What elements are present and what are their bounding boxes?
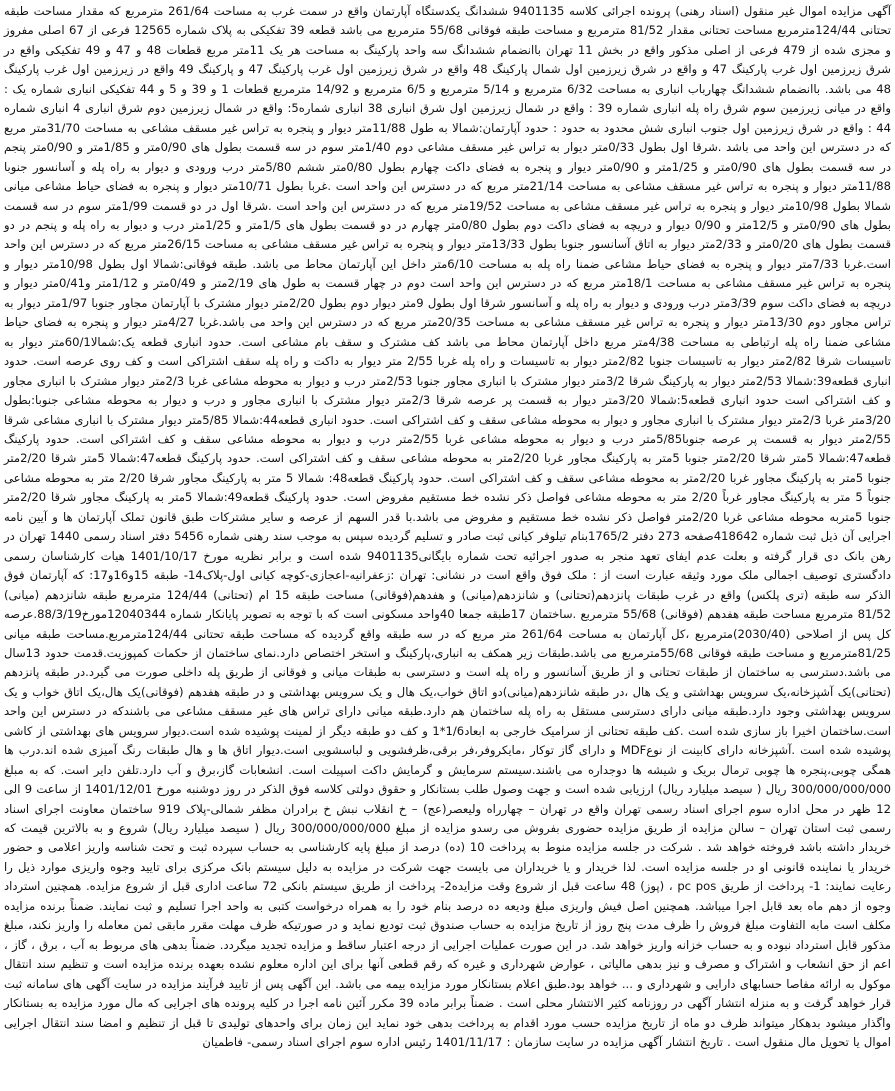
- auction-notice-body: آگهی مزایده اموال غیر منقول (اسناد رهنی) پرونده اجرائی کلاسه 9401135 ششدانگ یکدستگاه آپارتمان واقع در سمت غرب به مساحت 261/64 مترمربع که مقدار مساحت طبقه تحتانی 124/44مترمربع مساحت تحتانی مقدار 81/52 مترمربع و مساحت طبقه فوقانی 55/68 مترمربع می باشد قطعه 39 تفکیکی به پلاک شماره 12565 فرعی از 67 اصلی مفروز و مجزی شده از 479 فرعی از اصلی مذکور واقع در بخش 11 تهران باانضمام ششدانگ سه واحد پارکینگ به مساحت هر یک 11متر مربع قطعات 48 و 47 و 49 تفکیکی واقع در شرق زیرزمین اول غرب پارکینگ 47 و واقع در شرق زیرزمین اول شمال پارکینگ 48 واقع در شرق زیرزمین اول غرب پارکینگ 47 و پارکینگ 49 واقع در زیرزمین اول غرب پارکینگ 48 می باشد. باانضمام ششدانگ چهارباب انباری به مساحت 6/32 مترمربع و 5/14 مترمربع و 6/5 مترمربع و 14/92 مترمربع قطعات 1 و 39 و 5 و 44 تفکیکی انباری شماره یک : واقع در میانی زیرزمین سوم شرق راه پله انباری شماره 39 : واقع در شمال زیرزمین اول شرق انباری 38 انباری شماره5: واقع در شمال زیرزمین دوم شرق انباری 4 انباری شماره 44 : واقع در شرق زیرزمین اول جنوب انباری شش محدود به حدود : حدود آپارتمان:شمالا به طول 11/88متر دیوار و پنجره به تراس غیر مسقف مشاعی به مساحت 31/70متر مربع که در دسترس این واحد می باشد .شرقا اول بطول 0/33متر دیوار به تراس غیر مسقف مشاعی دوم 1/40متر سوم در سه قسمت بطول های 0/90متر و 1/85متر و 0/90متر پنجم در سه قسمت بطول های 0/90متر و 1/25متر و 0/90متر دیوار و پنجره به فضای داکت چهارم بطول 0/80متر ششم 5/80متر درب ورودی و دیوار به راه پله و آسانسور جنوبا 11/88متر دیوار و پنجره به تراس غیر مسقف مشاعی به مساحت 21/14متر مربع که در دسترس این واحد است .غربا بطول 10/71متر دیوار و پنجره به فضای حیاط مشاعی میانی شمالا بطول 10/98متر دیوار و پنجره به تراس غیر مسقف مشاعی به مساحت 19/52متر مربع که در دسترس این واحد است .شرقا اول در دو قسمت 1/99متر سوم در سه قسمت بطول های 0/90متر و 12/5متر و 0/90 دیوار و دریچه به فضای داکت دوم بطول 0/80متر چهارم در دو قسمت بطول های 1/5متر و 1/25متر درب و دیوار به راه پله و پنجم در دو قسمت بطول های 0/20متر و 2/33متر دیوار به اتاق آسانسور جنوبا بطول 13/33متر دیوار و پنجره به تراس غیر مسقف مشاعی به مساحت 26/15متر مربع که در دسترس این واحد است.غربا 7/33متر دیوار و پنجره به فضای حیاط مشاعی ضمنا راه پله به مساحت 6/10متر داخل این آپارتمان محاط می باشد. طبقه فوقانی:شمالا اول بطول 10/98متر دیوار و پنجره به تراس غیر مسقف مشاعی به مساحت 18/1متر مربع که در دسترس این واحد است دوم در چهار قسمت به طول های 2/19متر و 0/49متر و 1/12متر و0/41متر دیوار و دریچه به فضای داکت سوم 3/39متر درب ورودی و دیوار به راه پله و آسانسور شرقا اول بطول 9متر دیوار دوم بطول 2/20متر دیوار مشترک با آپارتمان مجاور جنوبا 1/97متر دیوار به تراس مجاور دوم 13/30متر دیوار و پنجره به تراس غیر مسقف مشاعی به مساحت 20/35متر مربع که در دسترس این واحد می باشد.غربا 4/27متر دیوار و پنجره به فضای حیاط مشاعی ضمنا راه پله ارتباطی به مساحت 4/38متر مربع داخل آپارتمان محاط می باشد کف مشترک و سقف بام مشاعی است. حدود انباری قطعه یک:شمالا60/1متر دیوار به تاسیسات شرقا 2/82متر دیوار به تاسیسات جنوبا 2/82متر دیوار به تاسیسات و راه پله غربا 2/55 متر دیوار به داکت و راه پله سقف اشتراکی است و کف روی عرصه است. حدود انباری قطعه39:شمالا 2/53متر دیوار به پارکینگ شرقا 3/2متر دیوار مشترک با انباری مجاور جنوبا 2/53متر درب و دیوار به محوطه مشاعی غربا 2/3متر دیوار مشترک با انباری مجاور و کف اشتراکی است حدود انباری قطعه5:شمالا 3/20متر دیوار به قسمت پر عرصه شرقا 2/3متر دیوار مشترک با انباری مجاور و درب و دیوار به محوطه مشاعی جنوبا:بطول 3/20متر غربا 2/3متر دیوار مشترک با انباری مجاور و دیوار به محوطه مشاعی سقف و کف اشتراکی است. حدود انباری قطعه44:شمالا 5/85متر دیوار مشترک با انباری مشاعی شرقا 2/55متر دیوار به قسمت پر عرصه جنوبا5/85متر درب و دیوار به محوطه مشاعی غربا 2/55متر درب و دیوار به محوطه مشاعی سقف و کف اشتراکی است. حدود پارکینگ قطعه47:شمالا 5متر شرقا 2/20متر جنوبا 5متر به پارکینگ مجاور غربا 2/20متر به محوطه مشاعی سقف و کف اشتراکی است. حدود پارکینگ قطعه47:شمالا 5متر شرقا 2/20متر جنوبا 5متر به پارکینگ مجاور غربا 2/20متر به محوطه مشاعی سقف و کف اشتراکی است. حدود پارکینگ قطعه48: شمالا 5 متر به پارکینگ مجاور شرقا 2/20 متر به محوطه مشاعی جنوباً 5 متر به پارکینگ مجاور غرباً 2/20 متر به محوطه مشاعی فواصل ذکر نشده خط مستقیم مفروض است. حدود پارکینگ قطعه49:شمالا 5متر به پارکینگ مجاور شرقا 2/20متر جنوبا 5متربه محوطه مشاعی غربا 2/20متر فواصل ذکر نشده خط مستقیم و مفروض می باشد.با قدر السهم از عرصه و سایر مشترکات طبق قانون تملک آپارتمان ها و آیین نامه اجرایی آن ذیل ثبت شماره 418642صفحه 273 دفتر 1765/2بنام تیلوفر کیانی ثبت صادر و تسلیم گردیده سپس به موجب سند رهنی شماره 5456 دفتر اسناد رسمی 1440 تهران در رهن بانک دی قرار گرفته و بعلت عدم ایفای تعهد منجر به صدور اجرائیه تحت شماره بایگانی9401135 شده است و برابر نظریه مورخ 1401/10/17 هیات کارشناسان رسمی دادگستری توصیف اجمالی ملک مورد وثیقه عبارت است از : ملک فوق واقع است در نشانی: تهران :زعفرانیه-اعجازی-کوچه کیانی اول-پلاک14- طبقه 15و16و17: که آپارتمان فوق الذکر سه طبقه (تری پلکس) واقع در غرب طبقات پانزدهم(تحتانی) و شانزدهم(میانی) و هفدهم(فوقانی) مساحت طبقه 15 ام (تحتانی) 124/44 مترمربع طبقه شانزدهم (میانی) 81/52 مترمربع مساحت طبقه هفدهم (فوقانی) 55/68 مترمربع .ساختمان 17طبقه جمعا 40واحد مسکونی است که با توجه به تصویر پایانکار شماره 12040344مورخ88/3/19.عرصه کل پس از اصلاحی (2030/40)مترمربع ،کل آپارتمان به مساحت 261/64 متر مربع که در سه طبقه واقع گردیده که مساحت طبقه تحتانی 124/44مترمربع.مساحت طبقه میانی 81/25مترمربع و مساحت طبقه فوقانی 55/68مترمربع می باشد.طبقات زیر همکف به انباری،پارکینگ و استخر اختصاص دارد.نمای ساختمان از حکمات کمپوزیت.قدمت حدود 13سال می باشد.دسترسی به ساختمان از طبقات تحتانی و از طریق آسانسور و راه پله است و دسترسی به طبقات میانی و فوقانی از طریق پله داخلی صورت می گیرد.در طبقه پانزدهم (تحتانی)یک آشپزخانه،یک سرویس بهداشتی و یک هال ،در طبقه شانزدهم(میانی)دو اتاق خواب،یک هال و یک سرویس بهداشتی و در طبقه هفدهم (فوقانی)یک هال،یک اتاق خواب و یک سرویس بهداشتی وجود دارد.طبقه میانی دارای دسترسی مستقل به راه پله ساختمان هم دارد.طبقه میانی دارای تراس های غیر مسقف مشاعی می باشندکه در دسترس این واحد است.ساختمان اخیرا باز سازی شده است .کف طبقه تحتانی از سرامیک خارجی به ابعاد1/6*1 و کف دو طبقه دیگر از لمینت پوشیده شده است.دیوار سرویس های بهداشتی از کاشی پوشیده شده است .آشپزخانه دارای کابینت از نوعMDF و دارای گاز توکار ،مایکروفر،فر برقی،ظرفشویی و لباسشویی است.دیوار اتاق ها و هال طبقات رنگ آمیزی شده اند.درب ها همگی چوبی،پنجره ها چوبی ترمال بریک و شیشه ها دوجداره می باشند.سیستم سرمایش و گرمایش داکت اسپیلت است. انشعابات گاز،برق و آب دارد.تلفن دایر است. که به مبلغ 300/000/000/000 ریال ( سیصد میلیارد ریال) ارزیابی شده است و جهت وصول طلب بستانکار و حقوق دولتی کلاسه فوق الذکر در روز دوشنبه مورخ 1401/12/01 از ساعت 9 الی 12 ظهر در محل اداره سوم اجرای اسناد رسمی تهران واقع در تهران – چهارراه ولیعصر(عج) – خ انقلاب نبش خ برادران مظفر شمالی-پلاک 919 ساختمان معاونت اجرای اسناد رسمی ثبت استان تهران – سالن مزایده از طریق مزایده حضوری بفروش می رسدو مزایده از مبلغ 300/000/000/000 ریال ( سیصد میلیارد ریال) شروع و به بالاترین قیمت که خریدار داشته باشد فروخته خواهد شد . شرکت در جلسه مزایده منوط به پرداخت 10 (ده) درصد از مبلغ پایه کارشناسی به حساب سپرده ثبت و تحت شناسه واریز اعلامی و حضور خریدار یا نماینده قانونی او در جلسه مزایده است. لذا خریدار و یا خریداران می بایست جهت شرکت در مزایده به دلیل سیستم بانک مرکزی برای تایید وجوه واریزی موارد ذیل را رعایت نمایند: 1- پرداخت از طریق pc pos ، (پوز) 48 ساعت قبل از شروع وقت مزایده2- پرداخت از طریق سیستم بانکی 72 ساعت اداری قبل از شروع مزایده. همچنین استرداد وجوه از دهم ماه بعد قابل اجرا میباشد. همچنین اصل فیش واریزی مبلغ ودیعه ده درصد بنام خود را به همراه درخواست کتبی به واحد اجرا تسلیم و ثبت نمایند. ضمناً برنده مزایده مکلف است مابه التفاوت مبلغ فروش را ظرف مدت پنج روز از تاریخ مزایده به حساب صندوق ثبت تودیع نماید و در صورتیکه ظرف مهلت مقرر مابقی ثمن معامله را واریز نکند، مبلغ مذکور قابل استرداد نبوده و به حساب خزانه واریز خواهد شد. در این صورت عملیات اجرایی از درجه اعتبار ساقط و مزایده تجدید میگردد. ضمناً بدهی های مربوط به آب ، برق ، گاز ، اعم از حق انشعاب و اشتراک و مصرف و نیز بدهی مالیاتی ، عوارض شهرداری و غیره که رقم قطعی آنها برای این اداره معلوم نشده بعهده برنده مزایده است و تنظیم سند انتقال موکول به ارائه مفاصا حسابهای دارایی و شهرداری و ... خواهد بود.طبق اعلام بستانکار مورد مزایده بیمه می باشد. این آگهی پس از تایید فرآیند مزایده در سایت آگهی های سامانه ثبت قرار خواهد گرفت و به منزله انتشار آگهی در روزنامه کثیر الانتشار محلی است . ضمناً برابر ماده 39 مکرر آئین نامه اجرا در کلیه پرونده های اجرایی که مال مورد مزایده به بستانکار واگذار میشود بدهکار میتواند ظرف دو ماه از تاریخ مزایده حسب مورد اقدام به پرداخت بدهی خود نماید این زمان برای واحدهای تولیدی تا قبل از تنظیم و امضا سند انتقال اجرایی اموال یا تحویل مال منقول است . تاریخ انتشار آگهی مزایده در سایت سازمان : 1401/11/17 رئیس اداره سوم اجرای اسناد رسمی- فاطمیان: [4, 4, 892, 1050]
